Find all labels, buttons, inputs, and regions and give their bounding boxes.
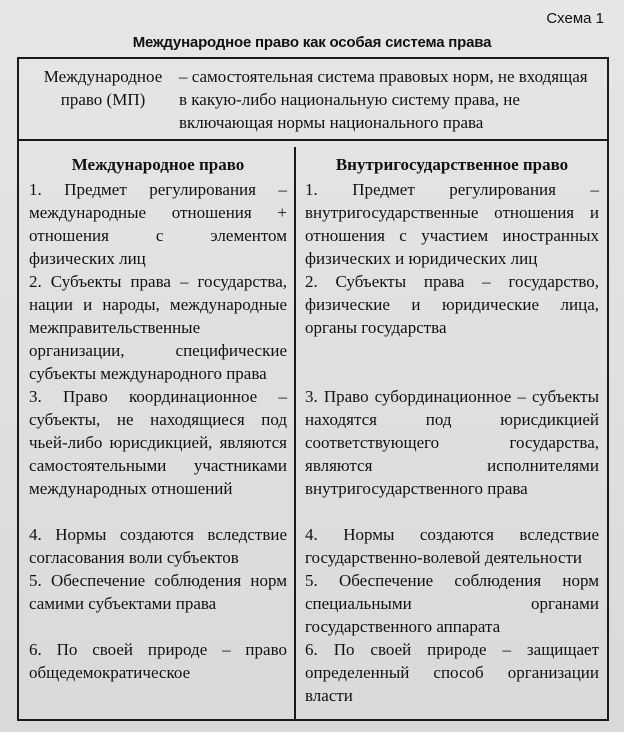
column-heading: Международное право	[71, 155, 245, 174]
column-heading: Внутригосударственное право	[335, 155, 569, 174]
list-item: 6. По своей природе – защищает определенный способ организации власти	[305, 640, 599, 705]
definition-row	[19, 59, 607, 141]
column-divider	[294, 147, 296, 719]
list-item: 4. Нормы создаются вследствие государственно-волевой деятельности	[305, 525, 599, 567]
list-item: 6. По своей природе – право общедемократическое	[29, 640, 287, 682]
comparison-table	[17, 57, 609, 721]
list-item: 1. Предмет регулирования – внутригосударственные отношения и отношения с участием иностранных физических и юридических лиц	[305, 180, 599, 268]
list-item: 5. Обеспечение соблюдения норм самими субъектами права	[29, 571, 287, 613]
diagram-title: Международное право как особая система права	[132, 34, 492, 51]
list-item: 3. Право координационное – субъекты, не находящиеся под чьей-либо юрисдикцией, являются самостоятельными участниками международных отношений	[29, 387, 287, 498]
domestic-law-column	[305, 153, 599, 705]
definition-term: Международное право (МП)	[43, 67, 163, 109]
list-item: 3. Право субординационное – субъекты находятся под юрисдикцией соответствующего государства, являются исполнителями внутригосударственного права	[305, 387, 599, 498]
list-item: 1. Предмет регулирования – международные отношения + отношения с элементом физических лиц	[29, 180, 287, 268]
list-item: 2. Субъекты права – государство, физические и юридические лица, органы государства	[305, 272, 599, 337]
international-law-column	[29, 153, 287, 684]
list-item: 4. Нормы создаются вследствие согласования воли субъектов	[29, 525, 287, 567]
scheme-label: Схема 1	[546, 10, 604, 27]
list-item: 2. Субъекты права – государства, нации и народы, международные межправительственные организации, специфические субъекты международного права	[29, 272, 287, 383]
definition-text: – самостоятельная система правовых норм, не входящая в какую-либо национальную систему права, не включающая нормы национального права	[179, 67, 588, 132]
list-item: 5. Обеспечение соблюдения норм специальными органами государственного аппарата	[305, 571, 599, 636]
